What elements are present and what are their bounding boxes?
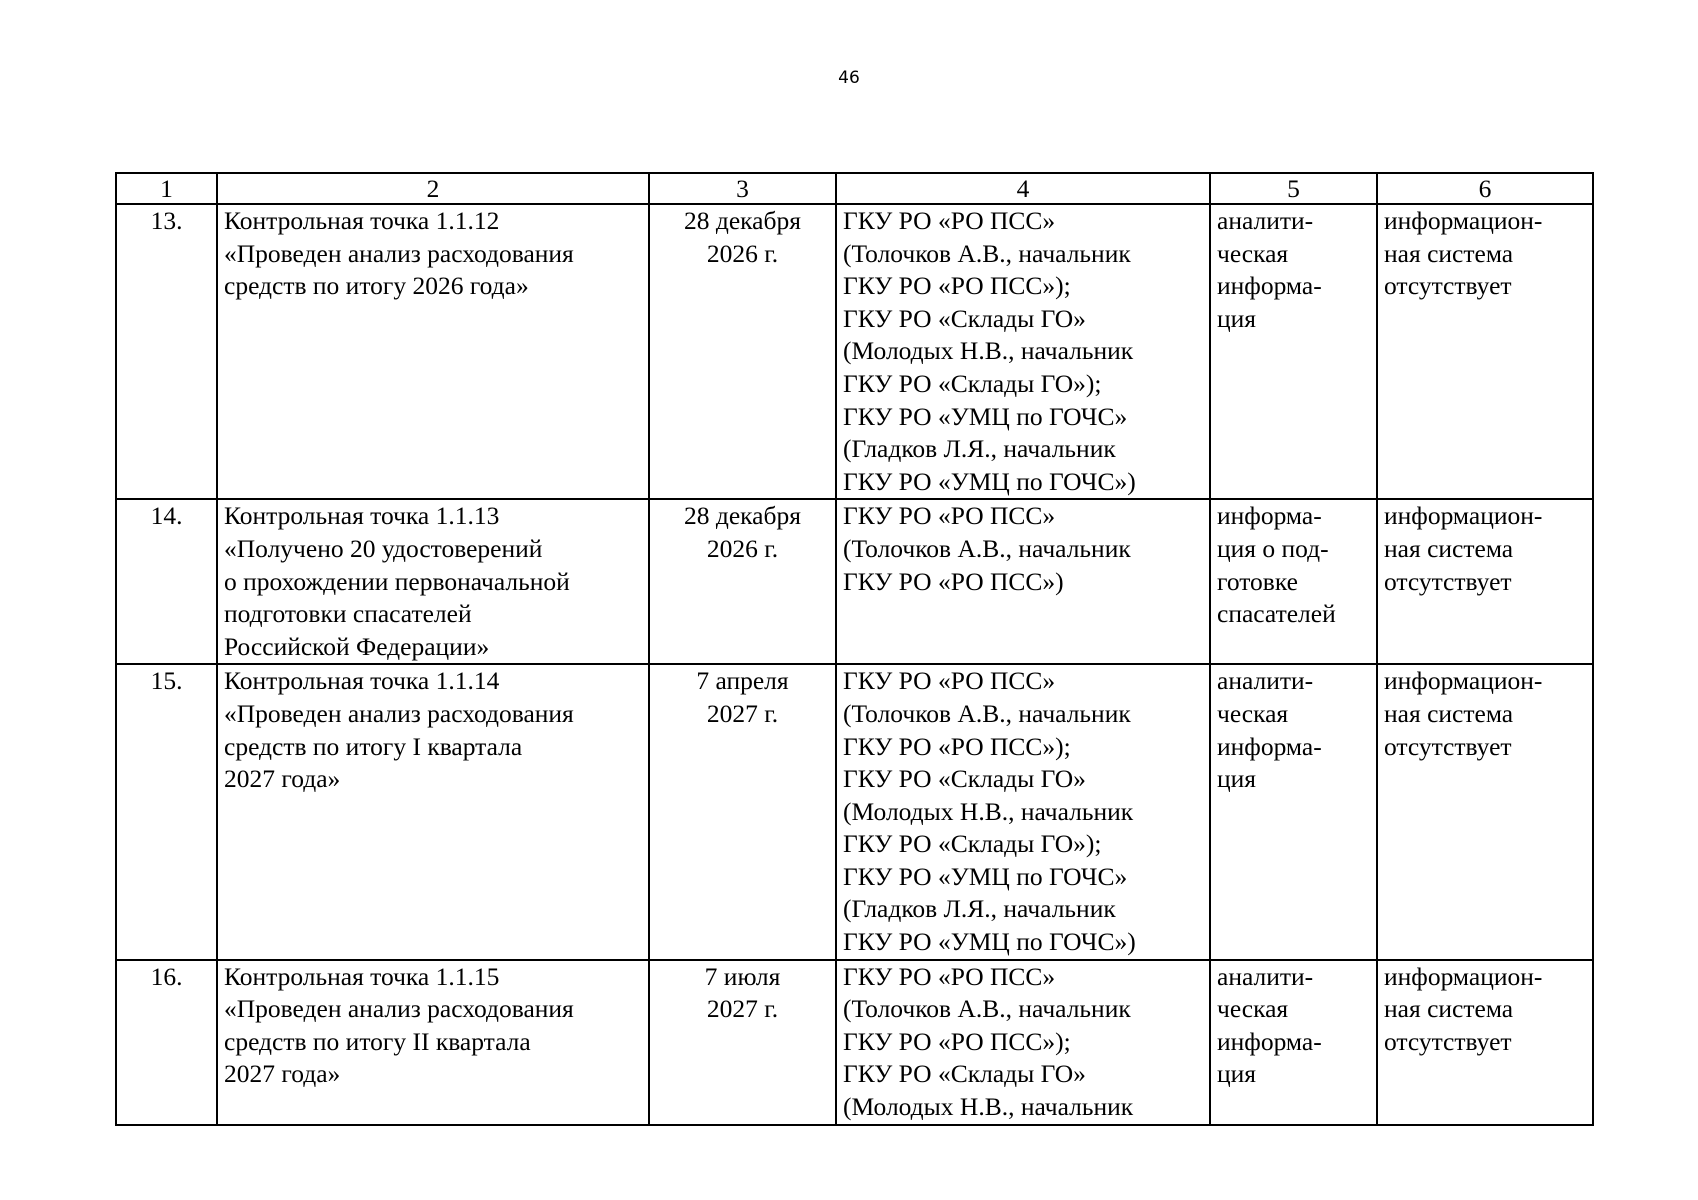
- row-number: 16.: [116, 960, 217, 1125]
- control-point-name: Контрольная точка 1.1.13 «Получено 20 удостоверений о прохождении первоначальной подготовки спасателей Российской Федерации»: [217, 499, 649, 664]
- column-header: 6: [1377, 173, 1593, 204]
- control-point-name: Контрольная точка 1.1.14 «Проведен анализ расходования средств по итогу I квартала 2027 года»: [217, 664, 649, 959]
- document-type: аналити- ческая информа- ция: [1210, 664, 1377, 959]
- information-system: информацион- ная система отсутствует: [1377, 664, 1593, 959]
- due-date: 28 декабря 2026 г.: [649, 499, 836, 664]
- control-point-name: Контрольная точка 1.1.15 «Проведен анализ расходования средств по итогу II квартала 2027 года»: [217, 960, 649, 1125]
- information-system: информацион- ная система отсутствует: [1377, 960, 1593, 1125]
- row-number: 14.: [116, 499, 217, 664]
- row-number: 13.: [116, 204, 217, 499]
- table-row: [116, 499, 1593, 664]
- document-type: аналити- ческая информа- ция: [1210, 204, 1377, 499]
- due-date: 7 июля 2027 г.: [649, 960, 836, 1125]
- information-system: информацион- ная система отсутствует: [1377, 499, 1593, 664]
- responsible-executor: ГКУ РО «РО ПСС» (Толочков А.В., начальник ГКУ РО «РО ПСС»); ГКУ РО «Склады ГО» (Молодых Н.В., начальник ГКУ РО «Склады ГО»); ГКУ РО «УМЦ по ГОЧС» (Гладков Л.Я., начальник ГКУ РО «УМЦ по ГОЧС»): [836, 204, 1210, 499]
- responsible-executor: ГКУ РО «РО ПСС» (Толочков А.В., начальник ГКУ РО «РО ПСС»); ГКУ РО «Склады ГО» (Молодых Н.В., начальник: [836, 960, 1210, 1125]
- document-type: аналити- ческая информа- ция: [1210, 960, 1377, 1125]
- table-row: [116, 960, 1593, 1125]
- page-number: 46: [838, 68, 860, 88]
- column-header: 4: [836, 173, 1210, 204]
- due-date: 28 декабря 2026 г.: [649, 204, 836, 499]
- responsible-executor: ГКУ РО «РО ПСС» (Толочков А.В., начальник ГКУ РО «РО ПСС»): [836, 499, 1210, 664]
- information-system: информацион- ная система отсутствует: [1377, 204, 1593, 499]
- column-header: 3: [649, 173, 836, 204]
- row-number: 15.: [116, 664, 217, 959]
- document-type: информа- ция о под- готовке спасателей: [1210, 499, 1377, 664]
- control-point-name: Контрольная точка 1.1.12 «Проведен анализ расходования средств по итогу 2026 года»: [217, 204, 649, 499]
- table-header-row: [116, 173, 1593, 204]
- due-date: 7 апреля 2027 г.: [649, 664, 836, 959]
- table-row: [116, 204, 1593, 499]
- control-points-table: [115, 172, 1594, 1126]
- table-row: [116, 664, 1593, 959]
- responsible-executor: ГКУ РО «РО ПСС» (Толочков А.В., начальник ГКУ РО «РО ПСС»); ГКУ РО «Склады ГО» (Молодых Н.В., начальник ГКУ РО «Склады ГО»); ГКУ РО «УМЦ по ГОЧС» (Гладков Л.Я., начальник ГКУ РО «УМЦ по ГОЧС»): [836, 664, 1210, 959]
- column-header: 5: [1210, 173, 1377, 204]
- column-header: 1: [116, 173, 217, 204]
- column-header: 2: [217, 173, 649, 204]
